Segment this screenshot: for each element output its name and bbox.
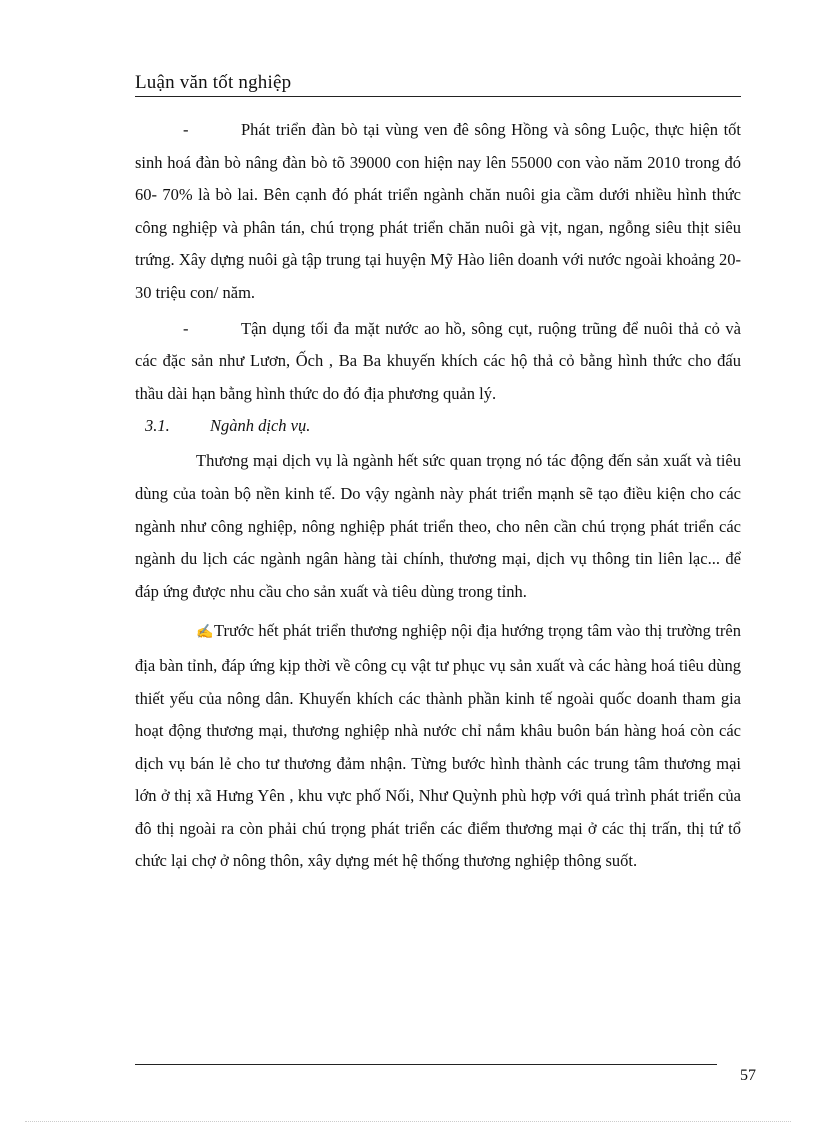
section-number: 3.1.: [145, 416, 170, 436]
bullet-dash: -: [183, 120, 189, 139]
page-number: 57: [740, 1067, 756, 1084]
header-divider: [135, 96, 741, 97]
bullet-dash: -: [183, 318, 189, 338]
paragraph-services: [135, 445, 741, 608]
writing-hand-icon: ✍: [196, 625, 214, 641]
paragraph-aquaculture: [135, 313, 741, 411]
paragraph-cattle: [135, 114, 741, 310]
section-title: Ngành dịch vụ.: [210, 416, 311, 436]
page-header: [135, 70, 741, 97]
paragraph-commerce: [135, 615, 741, 878]
paragraph-text: Trước hết phát triển thương nghiệp nội địa hướng trọng tâm vào thị trường trên địa bàn tỉnh, đáp ứng kịp thời về công cụ vật tư phục vụ sản xuất và các hàng hoá tiêu dùng thiết yếu của nông dân. Khuyến khích các thành phần kinh tế ngoài quốc doanh tham gia hoạt động thương mại, thương nghiệp nhà nước chỉ nắm khâu buôn bán hàng hoá còn các dịch vụ bán lẻ cho tư thương đảm nhận. Từng bước hình thành các trung tâm thương mại lớn ở thị xã Hưng Yên , khu vực phố Nối, Như Quỳnh phù hợp với quá trình phát triển của đô thị ngoài ra còn phải chú trọng phát triển các điểm thương mại ở các thị trấn, thị tứ tổ chức lại chợ ở nông thôn, xây dựng mét hệ thống thương nghiệp thông suốt.: [135, 621, 741, 871]
paragraph-text: Phát triển đàn bò tại vùng ven đê sông Hồng và sông Luộc, thực hiện tốt sinh hoá đàn bò nâng đàn bò tõ 39000 con hiện nay lên 55000 con vào năm 2010 trong đó 60- 70% là bò lai. Bên cạnh đó phát triển ngành chăn nuôi gia cầm dưới nhiều hình thức công nghiệp và phân tán, chú trọng phát triển chăn nuôi gà vịt, ngan, ngỗng siêu thịt siêu trứng. Xây dựng nuôi gà tập trung tại huyện Mỹ Hào liên doanh với nước ngoài khoảng 20- 30 triệu con/ năm.: [135, 120, 741, 302]
paragraph-text: Thương mại dịch vụ là ngành hết sức quan trọng nó tác động đến sản xuất và tiêu dùng của toàn bộ nền kinh tế. Do vậy ngành này phát triển mạnh sẽ tạo điều kiện cho các ngành như công nghiệp, nông nghiệp phát triển theo, cho nên cần chú trọng phát triển các ngành du lịch các ngành ngân hàng tài chính, thương mại, dịch vụ thông tin liên lạc... để đáp ứng được nhu cầu cho sản xuất và tiêu dùng trong tỉnh.: [135, 451, 741, 601]
document-body: [135, 114, 741, 878]
page-edge: [25, 1121, 791, 1122]
footer-divider: [135, 1064, 717, 1065]
section-heading: [135, 411, 741, 441]
document-title: Luận văn tốt nghiệp: [135, 72, 292, 93]
paragraph-text: Tận dụng tối đa mặt nước ao hồ, sông cụt, ruộng trũng để nuôi thả cỏ và các đặc sản như Lươn, Ốch , Ba Ba khuyến khích các hộ thả cỏ bằng hình thức cho đấu thầu dài hạn bằng hình thức do đó địa phương quản lý.: [135, 318, 741, 403]
